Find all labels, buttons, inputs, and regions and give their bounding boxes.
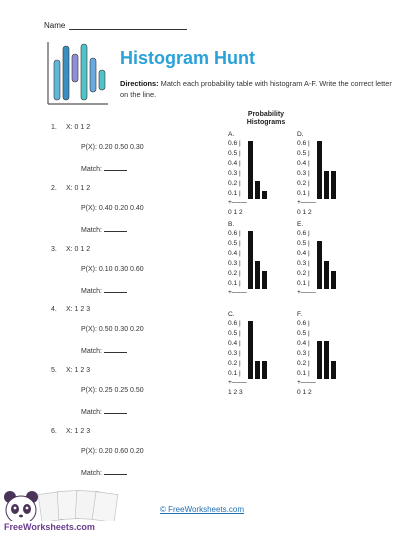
y-tick-label: 0.3 | [228,170,241,177]
match-answer-blank[interactable] [104,346,127,353]
question-probabilities: P(X): 0.20 0.50 0.30 [81,144,144,151]
question-item [51,428,201,483]
directions-text [120,79,395,100]
histogram-bar [255,261,260,289]
y-tick-label: 0.5 | [297,330,310,337]
y-tick-label: 0.5 | [297,150,310,157]
name-line[interactable] [69,21,187,30]
name-label: Name [44,21,66,30]
question-match [81,225,127,234]
match-label: Match: [81,409,103,416]
histogram-x-labels: 0 1 2 [228,209,243,216]
match-answer-blank[interactable] [104,407,127,414]
match-answer-blank[interactable] [104,225,127,232]
histogram-axis: +--------- [297,199,316,206]
histogram-letter: F. [297,311,303,318]
y-tick-label: 0.4 | [297,340,310,347]
worksheet-title: Histogram Hunt [120,48,255,68]
question-x-values: X: 0 1 2 [66,246,91,253]
freeworksheets-logo [0,485,150,535]
y-tick-label: 0.2 | [228,270,241,277]
y-tick-label: 0.6 | [228,320,241,327]
histogram-letter: E. [297,221,304,228]
histogram-bar [255,361,260,379]
y-tick-label: 0.6 | [297,320,310,327]
y-tick-label: 0.5 | [228,330,241,337]
histogram-axis: +--------- [297,289,316,296]
histogram-bar [317,141,322,199]
histogram-bar [317,341,322,379]
match-answer-blank[interactable] [104,286,127,293]
footer-link[interactable]: © FreeWorksheets.com [160,505,244,514]
match-label: Match: [81,470,103,477]
question-probabilities: P(X): 0.40 0.20 0.40 [81,205,144,212]
y-tick-label: 0.6 | [297,230,310,237]
histogram-letter: D. [297,131,304,138]
histogram-letter: C. [228,311,235,318]
question-match [81,407,127,416]
y-tick-label: 0.4 | [297,160,310,167]
y-tick-label: 0.6 | [297,140,310,147]
y-tick-label: 0.4 | [228,250,241,257]
y-tick-label: 0.4 | [228,340,241,347]
y-tick-label: 0.3 | [297,260,310,267]
histogram-x-labels: 1 2 3 [228,389,243,396]
question-item [51,185,201,240]
directions-label: Directions: [120,79,159,88]
y-tick-label: 0.1 | [228,280,241,287]
match-label: Match: [81,166,103,173]
question-probabilities: P(X): 0.25 0.25 0.50 [81,387,144,394]
question-x-values: X: 1 2 3 [66,306,91,313]
histogram-bar [324,341,329,379]
histogram-axis: +--------- [228,289,247,296]
histogram-bar [331,361,336,379]
histogram-axis: +--------- [228,379,247,386]
histogram-bar [317,241,322,289]
y-tick-label: 0.2 | [297,270,310,277]
histogram-bar [248,231,253,289]
y-tick-label: 0.4 | [228,160,241,167]
y-tick-label: 0.1 | [297,190,310,197]
y-tick-label: 0.3 | [228,260,241,267]
y-tick-label: 0.6 | [228,140,241,147]
question-item [51,246,201,301]
match-label: Match: [81,227,103,234]
histogram-f [297,311,359,399]
histogram-e [297,221,359,309]
question-item [51,124,201,179]
match-answer-blank[interactable] [104,164,127,171]
question-probabilities: P(X): 0.10 0.30 0.60 [81,266,144,273]
y-tick-label: 0.2 | [228,180,241,187]
question-match [81,346,127,355]
y-tick-label: 0.2 | [297,180,310,187]
histogram-bar [248,321,253,379]
question-number: 2. [51,185,57,192]
question-number: 5. [51,367,57,374]
name-field-row [44,21,187,30]
question-x-values: X: 1 2 3 [66,428,91,435]
histogram-bar [262,271,267,289]
histograms-title: Probability Histograms [246,111,286,126]
y-tick-label: 0.5 | [228,150,241,157]
histogram-bar [324,171,329,199]
y-tick-label: 0.2 | [228,360,241,367]
y-tick-label: 0.5 | [297,240,310,247]
y-tick-label: 0.3 | [228,350,241,357]
histogram-c [228,311,290,399]
match-label: Match: [81,288,103,295]
histogram-a [228,131,290,219]
logo-text: FreeWorksheets.com [4,522,95,532]
histogram-bar [331,271,336,289]
histogram-bar [324,261,329,289]
y-tick-label: 0.5 | [228,240,241,247]
question-probabilities: P(X): 0.50 0.30 0.20 [81,326,144,333]
question-item [51,306,201,361]
y-tick-label: 0.1 | [297,280,310,287]
histogram-axis: +--------- [228,199,247,206]
y-tick-label: 0.1 | [297,370,310,377]
question-number: 1. [51,124,57,131]
match-answer-blank[interactable] [104,468,127,475]
histogram-letter: A. [228,131,235,138]
directions-body: Match each probability table with histogram A-F. Write the correct letter on the line. [120,79,392,99]
question-x-values: X: 0 1 2 [66,185,91,192]
histogram-d [297,131,359,219]
question-match [81,468,127,477]
histogram-axis: +--------- [297,379,316,386]
y-tick-label: 0.6 | [228,230,241,237]
question-number: 6. [51,428,57,435]
histogram-b [228,221,290,309]
question-item [51,367,201,422]
histogram-bar [262,361,267,379]
histogram-decorative-icon [44,40,110,110]
question-number: 3. [51,246,57,253]
question-probabilities: P(X): 0.20 0.60 0.20 [81,448,144,455]
y-tick-label: 0.3 | [297,170,310,177]
y-tick-label: 0.1 | [228,370,241,377]
y-tick-label: 0.1 | [228,190,241,197]
question-number: 4. [51,306,57,313]
histogram-bar [262,191,267,199]
histogram-x-labels: 0 1 2 [297,389,312,396]
y-tick-label: 0.4 | [297,250,310,257]
match-label: Match: [81,348,103,355]
histogram-x-labels: 0 1 2 [297,209,312,216]
question-match [81,286,127,295]
y-tick-label: 0.3 | [297,350,310,357]
question-x-values: X: 0 1 2 [66,124,91,131]
histogram-bar [255,181,260,199]
histogram-bar [248,141,253,199]
y-tick-label: 0.2 | [297,360,310,367]
histogram-bar [331,171,336,199]
question-x-values: X: 1 2 3 [66,367,91,374]
histogram-letter: B. [228,221,235,228]
question-match [81,164,127,173]
